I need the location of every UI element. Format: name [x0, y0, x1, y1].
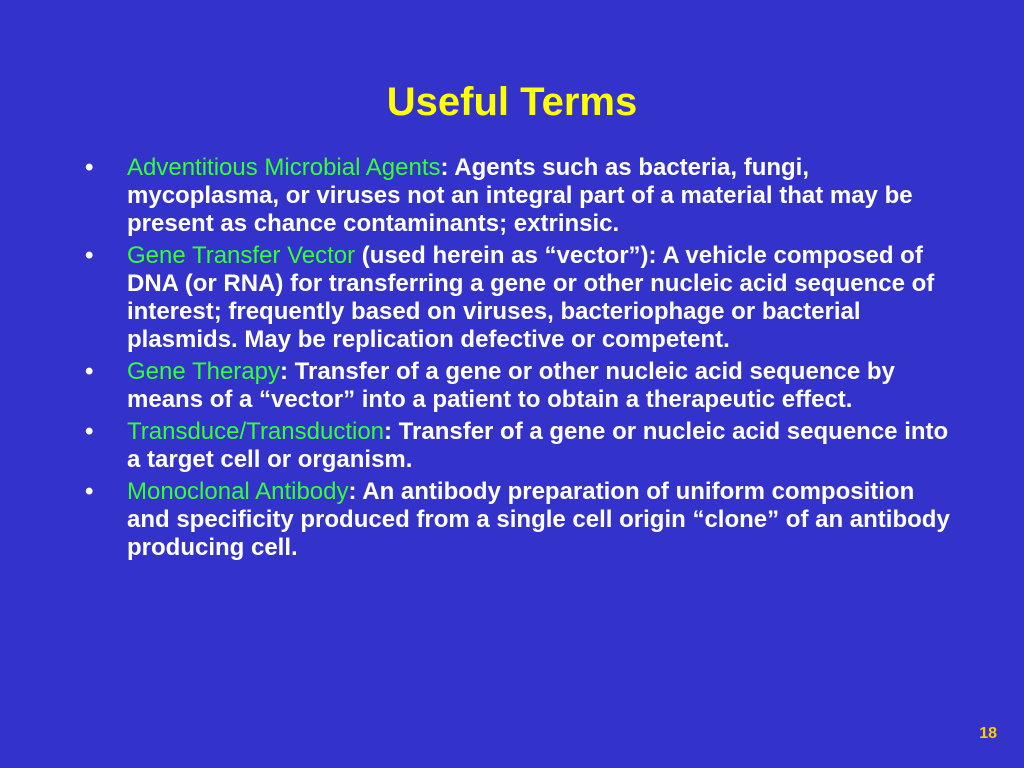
bullet-icon: • [85, 418, 94, 445]
list-item-gene-transfer-vector [82, 242, 952, 354]
list-item-monoclonal-antibody [82, 478, 952, 562]
term-label: Adventitious Microbial Agents [127, 154, 441, 181]
term-definition: (used herein as “vector”): A vehicle composed of DNA (or RNA) for transferring a gene or other nucleic acid sequence of interest; frequently based on viruses, bacteriophage or bacterial plasmids. May be replication defective or competent. [127, 242, 935, 353]
bullet-icon: • [85, 242, 94, 269]
term-label: Monoclonal Antibody [127, 478, 349, 505]
term-definition: : An antibody preparation of uniform composition and specificity produced from a single cell origin “clone” of an antibody producing cell. [127, 478, 950, 561]
term-label: Transduce/Transduction [127, 418, 385, 445]
bullet-icon: • [85, 358, 94, 385]
bullet-icon: • [85, 154, 94, 181]
slide-title: Useful Terms [386, 80, 638, 124]
list-item-adventitious-microbial-agents [82, 154, 952, 238]
term-label: Gene Therapy [127, 358, 280, 385]
term-definition: : Transfer of a gene or other nucleic acid sequence by means of a “vector” into a patient to obtain a therapeutic effect. [127, 358, 895, 413]
list-item-transduction [82, 418, 952, 474]
list-item-gene-therapy [82, 358, 952, 414]
term-definition: : Transfer of a gene or nucleic acid sequence into a target cell or organism. [127, 418, 949, 473]
term-definition: : Agents such as bacteria, fungi, mycoplasma, or viruses not an integral part of a material that may be present as chance contaminants; extrinsic. [127, 154, 913, 237]
page-number: 18 [979, 725, 997, 742]
bullet-icon: • [85, 478, 94, 505]
term-label: Gene Transfer Vector [127, 242, 356, 269]
terms-list [82, 154, 952, 566]
